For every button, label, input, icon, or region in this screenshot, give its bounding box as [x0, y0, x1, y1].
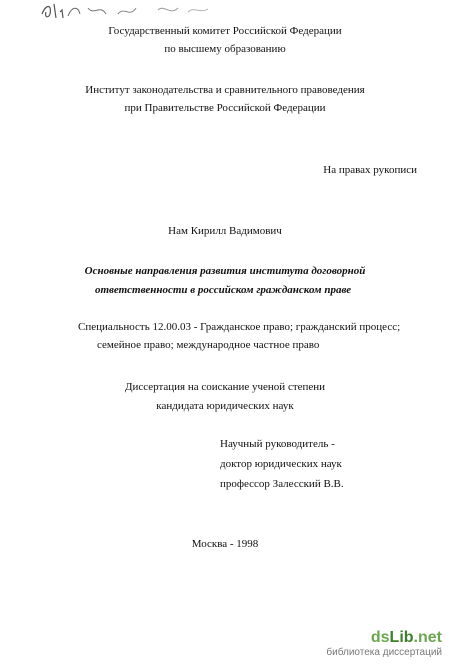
logo-part-lib: Lib — [389, 629, 414, 646]
header-line-3: Институт законодательства и сравнительного правоведения — [85, 84, 365, 96]
handwritten-archive-mark — [38, 0, 228, 22]
place-and-year: Москва - 1998 — [191, 538, 259, 550]
header-line-1: Государственный комитет Российской Федерации — [108, 25, 342, 37]
degree-line-1: Диссертация на соискание ученой степени — [124, 381, 326, 393]
specialty-line-2: семейное право; международное частное право — [97, 339, 320, 351]
header-line-2: по высшему образованию — [164, 43, 286, 55]
dissertation-title-line-2: ответственности в российском гражданском праве — [95, 284, 352, 296]
logo-part-ds: ds — [370, 629, 390, 646]
supervisor-line-3: профессор Залесский В.В. — [220, 478, 344, 490]
dissertation-title-line-1: Основные направления развития института договорной — [84, 265, 366, 277]
degree-line-2: кандидата юридических наук — [156, 400, 294, 412]
dslib-subtitle: библиотека диссертаций — [326, 647, 442, 658]
dslib-logo — [326, 629, 442, 647]
author-name: Нам Кирилл Вадимович — [168, 225, 282, 237]
specialty-line-1: Специальность 12.00.03 - Гражданское право; гражданский процесс; — [78, 321, 401, 333]
dslib-watermark — [326, 629, 442, 659]
manuscript-note: На правах рукописи — [323, 164, 417, 176]
header-line-4: при Правительстве Российской Федерации — [124, 102, 326, 114]
supervisor-line-2: доктор юридических наук — [220, 458, 342, 470]
logo-part-net: .net — [413, 629, 442, 646]
supervisor-line-1: Научный руководитель - — [220, 438, 335, 450]
